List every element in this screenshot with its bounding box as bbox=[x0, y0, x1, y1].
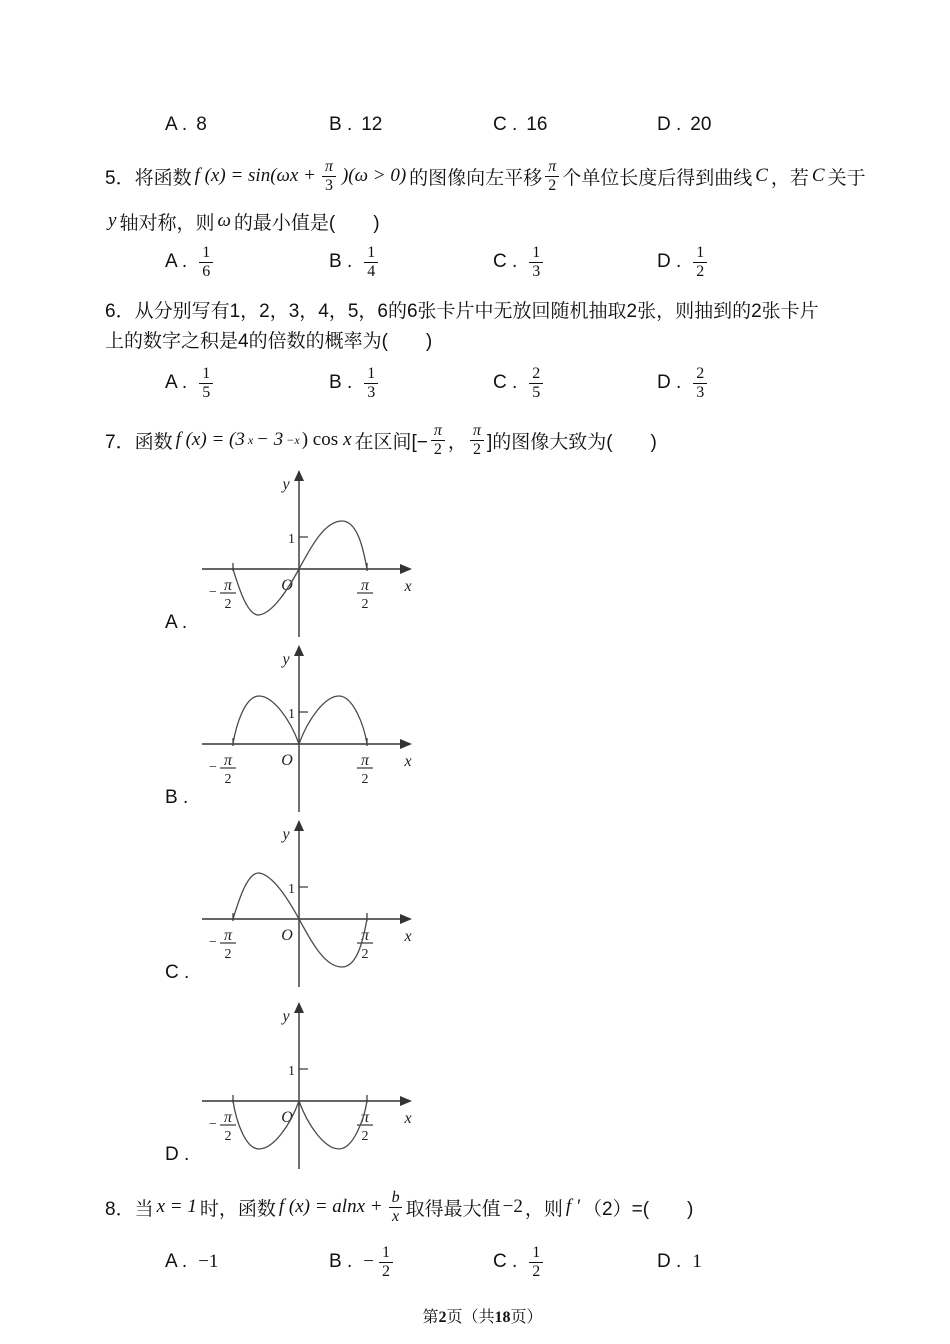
option-fraction: $\frac{1}{6}$ bbox=[199, 244, 213, 280]
option-fraction: $\frac{1}{4}$ bbox=[364, 244, 378, 280]
q8-fraction-b-x: $\frac{b}{x}$ bbox=[389, 1189, 403, 1225]
q7-formula: ) cos bbox=[301, 429, 339, 450]
x-axis-label: x bbox=[404, 753, 412, 770]
option-value: −1 bbox=[198, 1251, 219, 1272]
question5-line2 bbox=[105, 206, 860, 236]
option-label: C . bbox=[493, 1251, 518, 1272]
option-label: B . bbox=[329, 372, 353, 393]
graph-c-figure bbox=[200, 817, 510, 992]
y-axis-label: y bbox=[282, 826, 290, 843]
two-denominator: 2 bbox=[361, 1129, 369, 1144]
option-label: B . bbox=[329, 251, 353, 272]
pi-numerator: π bbox=[223, 927, 233, 944]
q8-text: 时，函数 bbox=[199, 1198, 276, 1220]
option-label: C . bbox=[493, 114, 518, 135]
option-value: 20 bbox=[690, 114, 712, 135]
q7-text: 在区间[− bbox=[354, 431, 428, 453]
q8-formula: f (x) = alnx + bbox=[278, 1196, 383, 1217]
pi-numerator: π bbox=[360, 1109, 370, 1126]
q7-text: 7．函数 bbox=[105, 431, 173, 453]
pi-numerator: π bbox=[360, 927, 370, 944]
option-d bbox=[657, 365, 821, 401]
option-label: C . bbox=[493, 372, 518, 393]
graph-b-label: B . bbox=[165, 787, 189, 808]
graph-option-d bbox=[105, 992, 860, 1174]
q6-text: 上的数字之积是4的倍数的概率为( ) bbox=[105, 330, 433, 352]
question6-line2 bbox=[105, 324, 860, 354]
pi-numerator: π bbox=[223, 752, 233, 769]
option-a bbox=[165, 1251, 329, 1273]
option-label: D . bbox=[657, 372, 682, 393]
option-label: A . bbox=[165, 251, 188, 272]
option-label: C . bbox=[493, 251, 518, 272]
option-fraction: $\frac{1}{2}$ bbox=[379, 1244, 393, 1280]
y-axis-label: y bbox=[282, 1008, 290, 1025]
graph-option-c bbox=[105, 817, 860, 992]
q5-fraction-pi-3: $\frac{\pi}{3}$ bbox=[322, 158, 336, 194]
q5-text: 的最小值是( ) bbox=[233, 212, 380, 234]
q5-var-c: C bbox=[811, 165, 825, 186]
option-fraction: $\frac{2}{5}$ bbox=[529, 365, 543, 401]
one-label: 1 bbox=[288, 1064, 295, 1079]
option-d bbox=[657, 114, 821, 136]
x-axis-arrow-icon bbox=[400, 1096, 412, 1106]
question5-line1 bbox=[105, 148, 866, 204]
option-c bbox=[493, 114, 657, 136]
curve-b bbox=[233, 696, 367, 744]
q7-superscript: −x bbox=[286, 432, 300, 447]
option-label: B . bbox=[329, 114, 353, 135]
question8-line bbox=[105, 1178, 860, 1236]
q7-formula: − 3 bbox=[256, 429, 284, 450]
q7-fraction-pi-2: $\frac{\pi}{2}$ bbox=[470, 422, 484, 458]
q8-text: ，则 bbox=[524, 1198, 563, 1220]
option-c bbox=[493, 365, 657, 401]
y-axis-arrow-icon bbox=[294, 820, 304, 831]
option-b bbox=[329, 365, 493, 401]
q8-derivative: f ′ bbox=[565, 1196, 581, 1217]
pi-numerator: π bbox=[223, 577, 233, 594]
q8-value: −2 bbox=[502, 1196, 523, 1217]
x-axis-arrow-icon bbox=[400, 564, 412, 574]
option-value: 1 bbox=[692, 1251, 702, 1272]
question4-options-row bbox=[165, 112, 860, 138]
x-axis-label: x bbox=[404, 578, 412, 595]
option-fraction: $\frac{1}{2}$ bbox=[529, 1244, 543, 1280]
two-denominator: 2 bbox=[361, 597, 369, 612]
option-fraction: $\frac{2}{3}$ bbox=[693, 365, 707, 401]
option-fraction: $\frac{1}{3}$ bbox=[364, 365, 378, 401]
origin-label: O bbox=[281, 1109, 293, 1126]
option-b bbox=[329, 244, 493, 280]
origin-label: O bbox=[281, 577, 293, 594]
graph-d-label: D . bbox=[165, 1144, 190, 1165]
option-b bbox=[329, 114, 493, 136]
graph-option-b bbox=[105, 642, 860, 817]
option-fraction: $\frac{1}{5}$ bbox=[199, 365, 213, 401]
footer-text: 第 bbox=[422, 1309, 439, 1326]
graph-option-a bbox=[105, 467, 860, 642]
two-denominator: 2 bbox=[224, 947, 232, 962]
curve-a bbox=[233, 521, 367, 615]
question6-line1 bbox=[105, 294, 860, 324]
x-axis-label: x bbox=[404, 928, 412, 945]
option-label: D . bbox=[657, 1251, 682, 1272]
q5-text: 5．将函数 bbox=[105, 167, 192, 189]
option-label: B . bbox=[329, 1251, 353, 1272]
q6-text: 6．从分别写有1，2，3，4，5，6的6张卡片中无放回随机抽取2张，则抽到的2张卡片 bbox=[105, 300, 819, 322]
q5-formula: f (x) = sin(ωx + bbox=[194, 165, 316, 186]
two-denominator: 2 bbox=[361, 947, 369, 962]
option-a bbox=[165, 244, 329, 280]
question5-options-row bbox=[165, 236, 860, 288]
x-axis-label: x bbox=[404, 1110, 412, 1127]
q8-formula: x = 1 bbox=[156, 1196, 197, 1217]
y-axis-label: y bbox=[282, 651, 290, 668]
y-axis-arrow-icon bbox=[294, 1002, 304, 1013]
curve-d bbox=[233, 1101, 367, 1149]
option-c bbox=[493, 244, 657, 280]
graph-a-label: A . bbox=[165, 612, 188, 633]
q5-text: 的图像向左平移 bbox=[409, 167, 543, 189]
option-label: A . bbox=[165, 372, 188, 393]
option-label: D . bbox=[657, 114, 682, 135]
minus-sign: − bbox=[209, 760, 217, 775]
q5-text: 个单位长度后得到曲线 bbox=[562, 167, 753, 189]
y-axis-arrow-icon bbox=[294, 645, 304, 656]
two-denominator: 2 bbox=[361, 772, 369, 787]
two-denominator: 2 bbox=[224, 1129, 232, 1144]
q5-var-omega: ω bbox=[217, 210, 231, 231]
question6-options-row bbox=[165, 357, 860, 409]
option-value: 12 bbox=[361, 114, 383, 135]
footer-text: 页（共 bbox=[446, 1309, 495, 1326]
option-label: D . bbox=[657, 251, 682, 272]
q8-text: （2）=( ) bbox=[583, 1198, 694, 1220]
option-d bbox=[657, 244, 821, 280]
graph-c-label: C . bbox=[165, 962, 190, 983]
footer-text: 页） bbox=[510, 1309, 543, 1326]
q8-text: 取得最大值 bbox=[405, 1198, 501, 1220]
q5-text: 关于 bbox=[827, 167, 866, 189]
q5-fraction-pi-2: $\frac{\pi}{2}$ bbox=[545, 158, 559, 194]
option-b bbox=[329, 1244, 493, 1280]
q5-var-y: y bbox=[108, 210, 117, 231]
minus-sign: − bbox=[209, 585, 217, 600]
option-d bbox=[657, 1251, 821, 1273]
option-a bbox=[165, 114, 329, 136]
pi-numerator: π bbox=[360, 577, 370, 594]
origin-label: O bbox=[281, 752, 293, 769]
q7-superscript: x bbox=[247, 432, 254, 447]
minus-sign: − bbox=[363, 1251, 374, 1272]
option-label: A . bbox=[165, 114, 188, 135]
option-value: 16 bbox=[526, 114, 548, 135]
q7-fraction-pi-2: $\frac{\pi}{2}$ bbox=[431, 422, 445, 458]
option-value: 8 bbox=[196, 114, 207, 135]
footer-page-number: 2 bbox=[438, 1309, 447, 1326]
question8-options-row bbox=[165, 1236, 860, 1288]
y-axis-label: y bbox=[282, 476, 290, 493]
origin-label: O bbox=[281, 927, 293, 944]
footer-total-pages: 18 bbox=[494, 1309, 511, 1326]
y-axis-arrow-icon bbox=[294, 470, 304, 481]
q7-text: ， bbox=[447, 431, 467, 453]
q5-var-c: C bbox=[755, 165, 768, 186]
pi-numerator: π bbox=[360, 752, 370, 769]
q7-var-x: x bbox=[343, 429, 352, 450]
q5-text: 轴对称，则 bbox=[119, 212, 215, 234]
x-axis-arrow-icon bbox=[400, 914, 412, 924]
graph-b-figure bbox=[200, 642, 510, 817]
q7-text: ]的图像大致为( ) bbox=[486, 431, 657, 453]
graph-d-figure bbox=[200, 999, 510, 1174]
pi-numerator: π bbox=[223, 1109, 233, 1126]
q8-text: 8．当 bbox=[105, 1198, 154, 1220]
option-label: A . bbox=[165, 1251, 188, 1272]
graph-a-figure bbox=[200, 467, 510, 642]
option-c bbox=[493, 1244, 657, 1280]
page-footer bbox=[105, 1304, 860, 1327]
minus-sign: − bbox=[209, 935, 217, 950]
q7-formula: f (x) = (3 bbox=[175, 429, 245, 450]
x-axis-arrow-icon bbox=[400, 739, 412, 749]
minus-sign: − bbox=[209, 1117, 217, 1132]
two-denominator: 2 bbox=[224, 772, 232, 787]
q5-formula: )(ω > 0) bbox=[341, 165, 407, 186]
one-label: 1 bbox=[288, 882, 295, 897]
q5-text: ，若 bbox=[770, 167, 809, 189]
option-fraction: $\frac{1}{2}$ bbox=[693, 244, 707, 280]
one-label: 1 bbox=[288, 707, 295, 722]
one-label: 1 bbox=[288, 532, 295, 547]
option-fraction: $\frac{1}{3}$ bbox=[529, 244, 543, 280]
question7-line bbox=[105, 413, 860, 467]
two-denominator: 2 bbox=[224, 597, 232, 612]
option-a bbox=[165, 365, 329, 401]
